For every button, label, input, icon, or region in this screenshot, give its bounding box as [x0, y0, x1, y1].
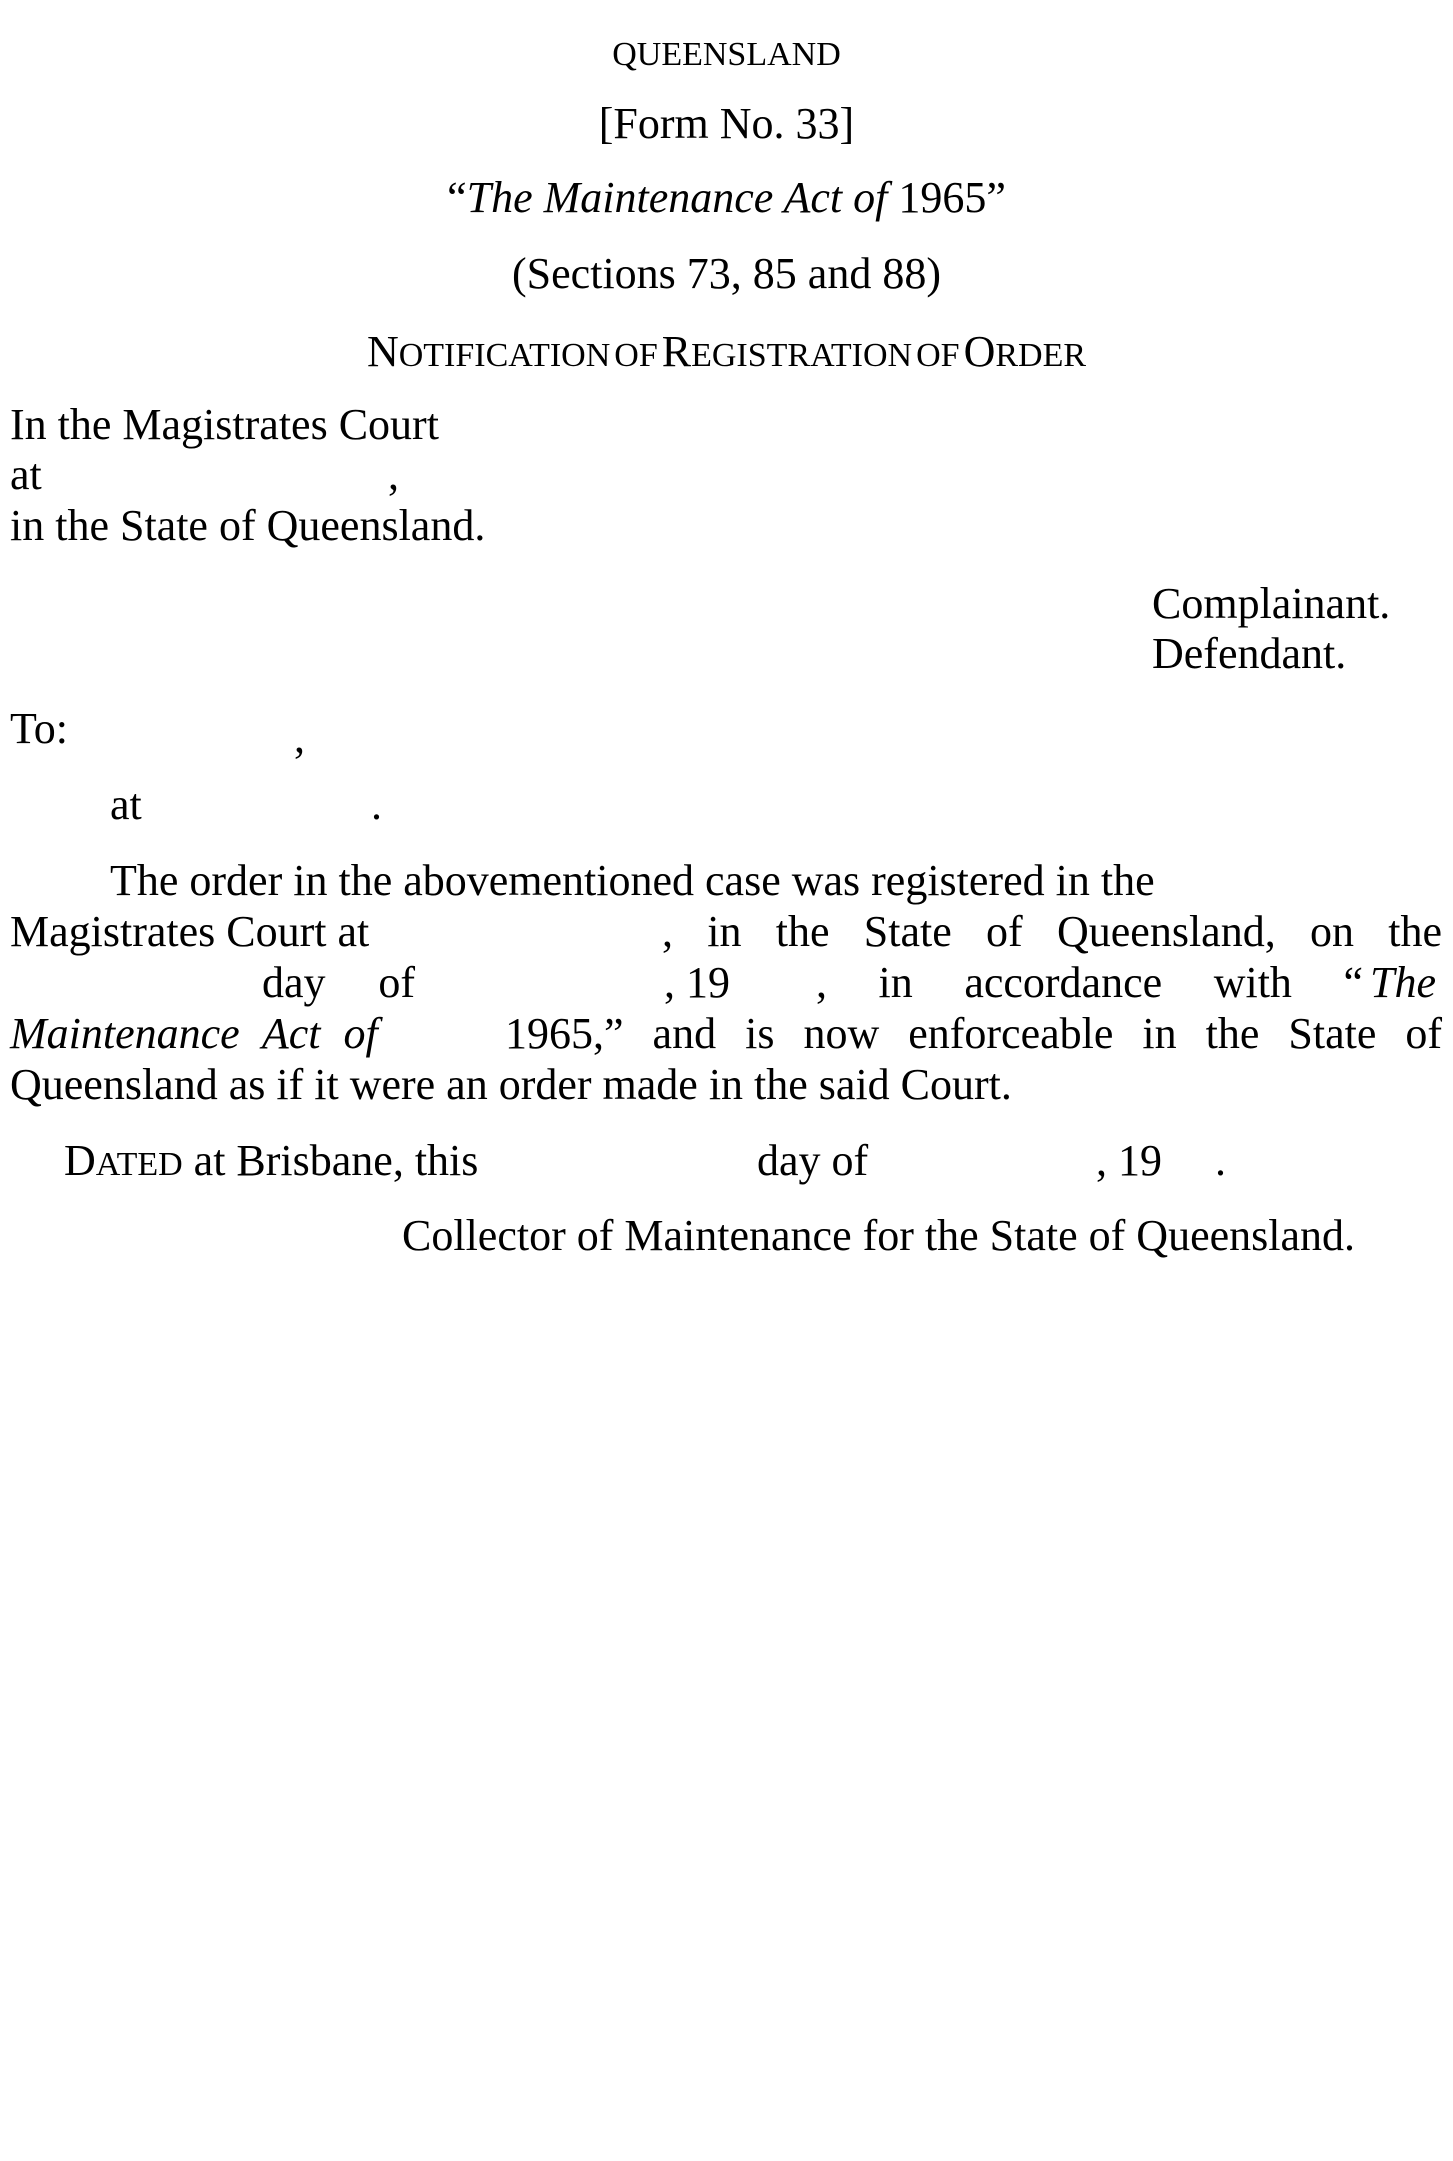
state-heading: [0, 36, 1453, 74]
defendant-label: Defendant.: [1152, 629, 1347, 678]
dated-year: , 19: [1096, 1136, 1162, 1185]
sections-text: (Sections 73, 85 and 88): [512, 249, 941, 298]
dated-rest: ATED: [95, 1146, 183, 1183]
dated-line: [64, 1135, 478, 1186]
state-heading-text: QUEENSLAND: [612, 36, 841, 73]
form-number: [0, 98, 1453, 149]
to-label: To:: [10, 704, 69, 753]
title-word-5: ORDER: [963, 327, 1087, 376]
sections-reference: [0, 248, 1453, 299]
title-word-3: REGISTRATION: [661, 327, 913, 376]
dated-text-1: at Brisbane, this: [182, 1136, 479, 1185]
body-line-1-text: The order in the abovementioned case was registered in the: [110, 856, 1155, 905]
body-line-4-italic: Maintenance Act of: [10, 1009, 378, 1058]
addressee-at-period: .: [371, 780, 382, 829]
body-line-3b: , 19: [664, 958, 730, 1007]
title-word-2: OF: [614, 337, 658, 374]
body-line-2b: , in the State of Queensland, on the: [662, 907, 1442, 956]
act-open-quote: “: [447, 173, 467, 222]
body-line-1: [110, 855, 1442, 906]
form-number-text: [Form No. 33]: [598, 99, 855, 148]
court-line-1: In the Magistrates Court: [10, 400, 439, 449]
complainant-label: Complainant.: [1152, 579, 1391, 628]
dated-period: .: [1215, 1136, 1226, 1185]
body-line-3c: , in accordance with “: [816, 958, 1363, 1007]
dated-day-of: day of: [757, 1136, 869, 1185]
body-line-2a: Magistrates Court at: [10, 907, 370, 956]
act-name-italic: The Maintenance Act of: [466, 173, 888, 222]
dated-cap: D: [64, 1136, 96, 1185]
court-line-2-comma: ,: [388, 450, 399, 499]
act-year: 1965”: [887, 173, 1006, 222]
court-line-3: in the State of Queensland.: [10, 501, 486, 550]
collector-signature-line: Collector of Maintenance for the State of Queensland.: [402, 1211, 1356, 1260]
body-line-3d: The: [1370, 958, 1436, 1007]
form-title: [0, 326, 1453, 377]
body-line-4-rest: 1965,” and is now enforceable in the State of: [505, 1009, 1442, 1058]
body-line-3a: day of: [262, 958, 415, 1007]
act-title: [0, 172, 1453, 223]
to-comma: ,: [294, 713, 305, 762]
court-line-2: at: [10, 450, 42, 499]
title-word-4: OF: [916, 337, 960, 374]
title-word-1: NOTIFICATION: [366, 327, 611, 376]
body-line-5: Queensland as if it were an order made in the said Court.: [10, 1060, 1012, 1109]
body-line-4: [10, 1008, 1442, 1059]
addressee-at-label: at: [110, 780, 142, 829]
